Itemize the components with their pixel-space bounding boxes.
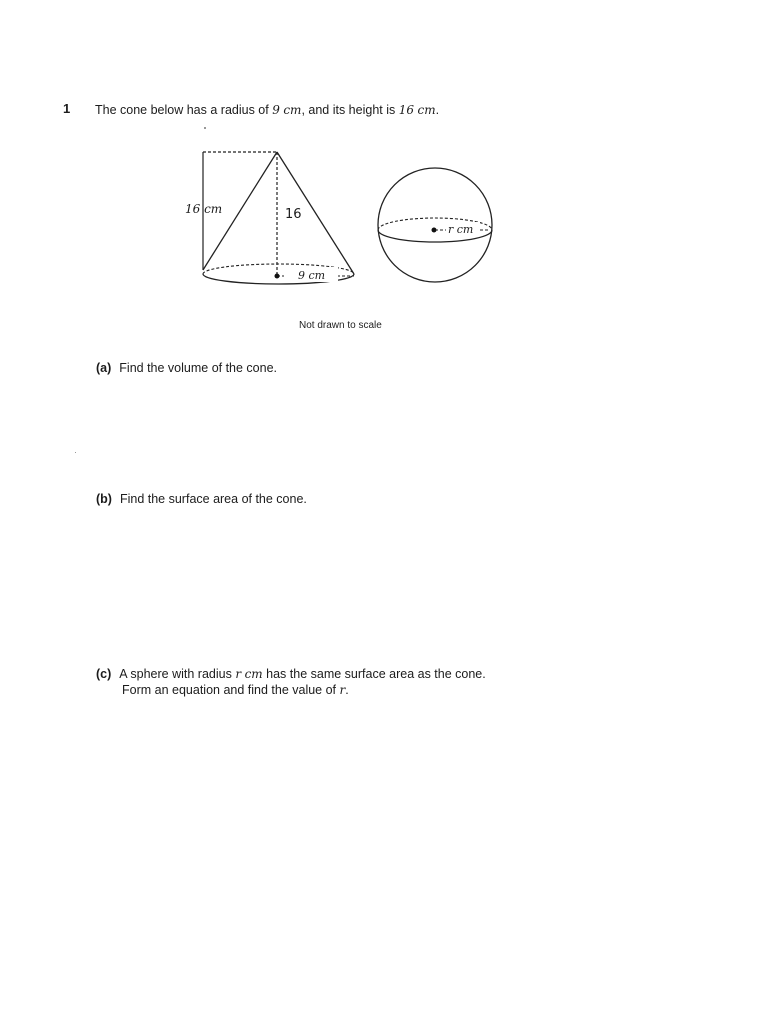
radius-value: 9 bbox=[272, 103, 280, 117]
radius-unit: cm bbox=[283, 103, 302, 117]
part-b-label: (b) bbox=[96, 492, 112, 506]
figure-caption: Not drawn to scale bbox=[299, 320, 382, 331]
question-number: 1 bbox=[63, 101, 71, 116]
question-intro bbox=[95, 102, 439, 118]
part-c-line-2 bbox=[122, 682, 349, 698]
part-c-line2-var: r bbox=[339, 683, 346, 697]
part-c-line-1 bbox=[96, 666, 486, 682]
intro-text-3: . bbox=[435, 103, 440, 117]
cone-sphere-figure bbox=[170, 140, 510, 310]
part-c-text-2: has the same surface area as the cone. bbox=[262, 667, 486, 681]
handwritten-height: 16 bbox=[285, 207, 302, 222]
part-c-text-1: A sphere with radius bbox=[119, 667, 236, 681]
part-c-unit: cm bbox=[244, 667, 263, 681]
sphere-radius-label: r cm bbox=[448, 223, 474, 236]
part-b-text: Find the surface area of the cone. bbox=[119, 492, 307, 506]
height-unit: cm bbox=[417, 103, 436, 117]
cone-diagram bbox=[185, 152, 354, 284]
scan-speck bbox=[75, 452, 76, 453]
part-c-var: r bbox=[235, 667, 242, 681]
intro-text-2: , and its height is bbox=[301, 103, 399, 117]
part-c-line2-text: Form an equation and find the value of bbox=[122, 683, 340, 697]
part-c-line2-end: . bbox=[345, 683, 349, 697]
sphere-diagram bbox=[378, 168, 492, 282]
part-a-label: (a) bbox=[96, 361, 112, 375]
scan-speck bbox=[204, 127, 206, 129]
cone-radius-label: 9 cm bbox=[298, 269, 326, 282]
height-value: 16 bbox=[398, 103, 414, 117]
sphere-center-dot bbox=[432, 228, 437, 233]
cone-center-dot bbox=[275, 274, 280, 279]
part-b bbox=[96, 491, 307, 507]
intro-text-1: The cone below has a radius of bbox=[95, 103, 273, 117]
part-a-text: Find the volume of the cone. bbox=[119, 361, 278, 375]
part-a bbox=[96, 360, 277, 376]
part-c-label: (c) bbox=[96, 667, 112, 681]
cone-height-label: 16 cm bbox=[185, 202, 223, 216]
